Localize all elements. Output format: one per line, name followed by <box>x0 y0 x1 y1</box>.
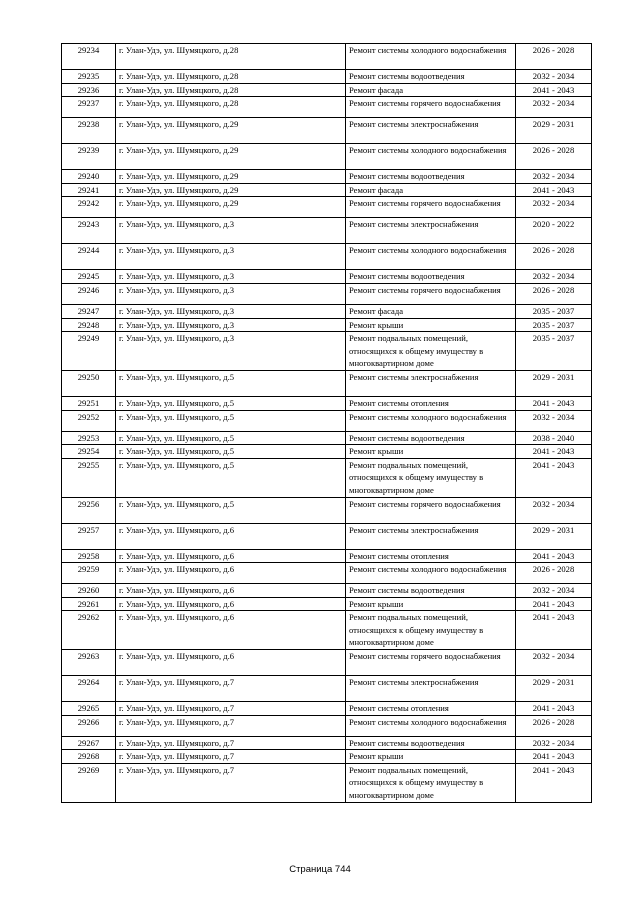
row-number-cell: 29248 <box>62 318 116 332</box>
period-cell: 2026 - 2028 <box>516 144 592 170</box>
period-cell: 2029 - 2031 <box>516 676 592 702</box>
work-type-cell: Ремонт системы водоотведения <box>346 584 516 598</box>
table-row <box>62 715 592 736</box>
table-row <box>62 118 592 144</box>
period-cell: 2035 - 2037 <box>516 304 592 318</box>
table-row <box>62 584 592 598</box>
work-type-cell: Ремонт крыши <box>346 318 516 332</box>
work-type-cell: Ремонт системы водоотведения <box>346 431 516 445</box>
period-cell: 2041 - 2043 <box>516 597 592 611</box>
row-number-cell: 29259 <box>62 563 116 584</box>
table-row <box>62 144 592 170</box>
row-number-cell: 29243 <box>62 218 116 244</box>
address-cell: г. Улан-Удэ, ул. Шумяцкого, д.28 <box>116 70 346 84</box>
work-type-cell: Ремонт подвальных помещений, относящихся к общему имуществу в многоквартирном доме <box>346 763 516 802</box>
work-type-cell: Ремонт крыши <box>346 597 516 611</box>
work-type-cell: Ремонт системы горячего водоснабжения <box>346 497 516 523</box>
work-type-cell: Ремонт крыши <box>346 445 516 459</box>
row-number-cell: 29260 <box>62 584 116 598</box>
table-row <box>62 750 592 764</box>
work-type-cell: Ремонт системы водоотведения <box>346 70 516 84</box>
period-cell: 2029 - 2031 <box>516 370 592 396</box>
address-cell: г. Улан-Удэ, ул. Шумяцкого, д.5 <box>116 458 346 497</box>
table-row <box>62 244 592 270</box>
address-cell: г. Улан-Удэ, ул. Шумяцкого, д.5 <box>116 410 346 431</box>
row-number-cell: 29245 <box>62 270 116 284</box>
row-number-cell: 29256 <box>62 497 116 523</box>
address-cell: г. Улан-Удэ, ул. Шумяцкого, д.6 <box>116 597 346 611</box>
row-number-cell: 29264 <box>62 676 116 702</box>
table-row <box>62 170 592 184</box>
work-type-cell: Ремонт системы электроснабжения <box>346 218 516 244</box>
period-cell: 2041 - 2043 <box>516 183 592 197</box>
period-cell: 2020 - 2022 <box>516 218 592 244</box>
work-type-cell: Ремонт фасада <box>346 83 516 97</box>
address-cell: г. Улан-Удэ, ул. Шумяцкого, д.3 <box>116 332 346 371</box>
period-cell: 2035 - 2037 <box>516 318 592 332</box>
period-cell: 2041 - 2043 <box>516 549 592 563</box>
period-cell: 2026 - 2028 <box>516 563 592 584</box>
period-cell: 2041 - 2043 <box>516 458 592 497</box>
table-row <box>62 83 592 97</box>
table-body <box>62 44 592 803</box>
period-cell: 2041 - 2043 <box>516 750 592 764</box>
work-type-cell: Ремонт фасада <box>346 304 516 318</box>
row-number-cell: 29255 <box>62 458 116 497</box>
address-cell: г. Улан-Удэ, ул. Шумяцкого, д.3 <box>116 218 346 244</box>
table-row <box>62 197 592 218</box>
table-row <box>62 332 592 371</box>
table-row <box>62 702 592 716</box>
row-number-cell: 29268 <box>62 750 116 764</box>
table-row <box>62 410 592 431</box>
address-cell: г. Улан-Удэ, ул. Шумяцкого, д.29 <box>116 118 346 144</box>
address-cell: г. Улан-Удэ, ул. Шумяцкого, д.7 <box>116 763 346 802</box>
row-number-cell: 29249 <box>62 332 116 371</box>
row-number-cell: 29265 <box>62 702 116 716</box>
table-row <box>62 304 592 318</box>
row-number-cell: 29257 <box>62 523 116 549</box>
table-row <box>62 283 592 304</box>
row-number-cell: 29269 <box>62 763 116 802</box>
work-type-cell: Ремонт системы электроснабжения <box>346 118 516 144</box>
row-number-cell: 29244 <box>62 244 116 270</box>
address-cell: г. Улан-Удэ, ул. Шумяцкого, д.3 <box>116 318 346 332</box>
address-cell: г. Улан-Удэ, ул. Шумяцкого, д.29 <box>116 183 346 197</box>
table-row <box>62 611 592 650</box>
table-row <box>62 763 592 802</box>
work-type-cell: Ремонт системы водоотведения <box>346 736 516 750</box>
table-row <box>62 549 592 563</box>
row-number-cell: 29251 <box>62 396 116 410</box>
address-cell: г. Улан-Удэ, ул. Шумяцкого, д.6 <box>116 650 346 676</box>
address-cell: г. Улан-Удэ, ул. Шумяцкого, д.28 <box>116 44 346 70</box>
row-number-cell: 29261 <box>62 597 116 611</box>
period-cell: 2026 - 2028 <box>516 244 592 270</box>
period-cell: 2041 - 2043 <box>516 445 592 459</box>
table-row <box>62 370 592 396</box>
period-cell: 2041 - 2043 <box>516 702 592 716</box>
table-row <box>62 70 592 84</box>
period-cell: 2035 - 2037 <box>516 332 592 371</box>
address-cell: г. Улан-Удэ, ул. Шумяцкого, д.3 <box>116 283 346 304</box>
address-cell: г. Улан-Удэ, ул. Шумяцкого, д.5 <box>116 497 346 523</box>
period-cell: 2038 - 2040 <box>516 431 592 445</box>
row-number-cell: 29239 <box>62 144 116 170</box>
table-row <box>62 736 592 750</box>
table-row <box>62 458 592 497</box>
address-cell: г. Улан-Удэ, ул. Шумяцкого, д.28 <box>116 83 346 97</box>
address-cell: г. Улан-Удэ, ул. Шумяцкого, д.28 <box>116 97 346 118</box>
table-row <box>62 318 592 332</box>
address-cell: г. Улан-Удэ, ул. Шумяцкого, д.6 <box>116 523 346 549</box>
work-type-cell: Ремонт подвальных помещений, относящихся к общему имуществу в многоквартирном доме <box>346 611 516 650</box>
row-number-cell: 29234 <box>62 44 116 70</box>
work-type-cell: Ремонт системы электроснабжения <box>346 370 516 396</box>
row-number-cell: 29263 <box>62 650 116 676</box>
period-cell: 2041 - 2043 <box>516 83 592 97</box>
table-row <box>62 523 592 549</box>
row-number-cell: 29247 <box>62 304 116 318</box>
row-number-cell: 29246 <box>62 283 116 304</box>
table-row <box>62 563 592 584</box>
period-cell: 2032 - 2034 <box>516 497 592 523</box>
row-number-cell: 29235 <box>62 70 116 84</box>
work-type-cell: Ремонт системы отопления <box>346 549 516 563</box>
work-type-cell: Ремонт системы водоотведения <box>346 270 516 284</box>
address-cell: г. Улан-Удэ, ул. Шумяцкого, д.3 <box>116 270 346 284</box>
address-cell: г. Улан-Удэ, ул. Шумяцкого, д.29 <box>116 197 346 218</box>
address-cell: г. Улан-Удэ, ул. Шумяцкого, д.5 <box>116 431 346 445</box>
row-number-cell: 29262 <box>62 611 116 650</box>
row-number-cell: 29253 <box>62 431 116 445</box>
period-cell: 2026 - 2028 <box>516 715 592 736</box>
period-cell: 2032 - 2034 <box>516 70 592 84</box>
period-cell: 2032 - 2034 <box>516 197 592 218</box>
address-cell: г. Улан-Удэ, ул. Шумяцкого, д.5 <box>116 445 346 459</box>
table-row <box>62 270 592 284</box>
repair-schedule-table <box>61 43 592 803</box>
period-cell: 2029 - 2031 <box>516 523 592 549</box>
table-row <box>62 218 592 244</box>
work-type-cell: Ремонт системы горячего водоснабжения <box>346 650 516 676</box>
work-type-cell: Ремонт системы электроснабжения <box>346 523 516 549</box>
row-number-cell: 29254 <box>62 445 116 459</box>
address-cell: г. Улан-Удэ, ул. Шумяцкого, д.7 <box>116 676 346 702</box>
work-type-cell: Ремонт системы горячего водоснабжения <box>346 197 516 218</box>
work-type-cell: Ремонт системы отопления <box>346 396 516 410</box>
address-cell: г. Улан-Удэ, ул. Шумяцкого, д.6 <box>116 584 346 598</box>
period-cell: 2029 - 2031 <box>516 118 592 144</box>
work-type-cell: Ремонт системы горячего водоснабжения <box>346 283 516 304</box>
address-cell: г. Улан-Удэ, ул. Шумяцкого, д.6 <box>116 549 346 563</box>
row-number-cell: 29267 <box>62 736 116 750</box>
period-cell: 2041 - 2043 <box>516 763 592 802</box>
period-cell: 2032 - 2034 <box>516 584 592 598</box>
work-type-cell: Ремонт системы электроснабжения <box>346 676 516 702</box>
row-number-cell: 29240 <box>62 170 116 184</box>
table-row <box>62 183 592 197</box>
address-cell: г. Улан-Удэ, ул. Шумяцкого, д.7 <box>116 715 346 736</box>
address-cell: г. Улан-Удэ, ул. Шумяцкого, д.7 <box>116 736 346 750</box>
work-type-cell: Ремонт крыши <box>346 750 516 764</box>
period-cell: 2026 - 2028 <box>516 44 592 70</box>
address-cell: г. Улан-Удэ, ул. Шумяцкого, д.5 <box>116 396 346 410</box>
period-cell: 2032 - 2034 <box>516 650 592 676</box>
table-row <box>62 497 592 523</box>
address-cell: г. Улан-Удэ, ул. Шумяцкого, д.3 <box>116 244 346 270</box>
work-type-cell: Ремонт системы отопления <box>346 702 516 716</box>
row-number-cell: 29266 <box>62 715 116 736</box>
address-cell: г. Улан-Удэ, ул. Шумяцкого, д.7 <box>116 702 346 716</box>
table-row <box>62 597 592 611</box>
table-row <box>62 650 592 676</box>
work-type-cell: Ремонт системы холодного водоснабжения <box>346 563 516 584</box>
work-type-cell: Ремонт системы холодного водоснабжения <box>346 44 516 70</box>
table-row <box>62 396 592 410</box>
row-number-cell: 29238 <box>62 118 116 144</box>
work-type-cell: Ремонт системы холодного водоснабжения <box>346 715 516 736</box>
table-row <box>62 97 592 118</box>
address-cell: г. Улан-Удэ, ул. Шумяцкого, д.5 <box>116 370 346 396</box>
address-cell: г. Улан-Удэ, ул. Шумяцкого, д.29 <box>116 144 346 170</box>
row-number-cell: 29258 <box>62 549 116 563</box>
table-row <box>62 44 592 70</box>
table-row <box>62 445 592 459</box>
work-type-cell: Ремонт системы холодного водоснабжения <box>346 244 516 270</box>
period-cell: 2032 - 2034 <box>516 736 592 750</box>
page-number: Страница 744 <box>289 864 351 875</box>
period-cell: 2026 - 2028 <box>516 283 592 304</box>
work-type-cell: Ремонт фасада <box>346 183 516 197</box>
period-cell: 2032 - 2034 <box>516 270 592 284</box>
row-number-cell: 29250 <box>62 370 116 396</box>
row-number-cell: 29241 <box>62 183 116 197</box>
period-cell: 2041 - 2043 <box>516 396 592 410</box>
address-cell: г. Улан-Удэ, ул. Шумяцкого, д.3 <box>116 304 346 318</box>
table-row <box>62 431 592 445</box>
work-type-cell: Ремонт системы горячего водоснабжения <box>346 97 516 118</box>
address-cell: г. Улан-Удэ, ул. Шумяцкого, д.6 <box>116 611 346 650</box>
row-number-cell: 29236 <box>62 83 116 97</box>
period-cell: 2032 - 2034 <box>516 97 592 118</box>
address-cell: г. Улан-Удэ, ул. Шумяцкого, д.7 <box>116 750 346 764</box>
period-cell: 2032 - 2034 <box>516 170 592 184</box>
row-number-cell: 29237 <box>62 97 116 118</box>
work-type-cell: Ремонт подвальных помещений, относящихся к общему имуществу в многоквартирном доме <box>346 458 516 497</box>
table-row <box>62 676 592 702</box>
work-type-cell: Ремонт системы водоотведения <box>346 170 516 184</box>
work-type-cell: Ремонт системы холодного водоснабжения <box>346 144 516 170</box>
row-number-cell: 29252 <box>62 410 116 431</box>
work-type-cell: Ремонт системы холодного водоснабжения <box>346 410 516 431</box>
period-cell: 2032 - 2034 <box>516 410 592 431</box>
address-cell: г. Улан-Удэ, ул. Шумяцкого, д.6 <box>116 563 346 584</box>
address-cell: г. Улан-Удэ, ул. Шумяцкого, д.29 <box>116 170 346 184</box>
row-number-cell: 29242 <box>62 197 116 218</box>
period-cell: 2041 - 2043 <box>516 611 592 650</box>
work-type-cell: Ремонт подвальных помещений, относящихся к общему имуществу в многоквартирном доме <box>346 332 516 371</box>
